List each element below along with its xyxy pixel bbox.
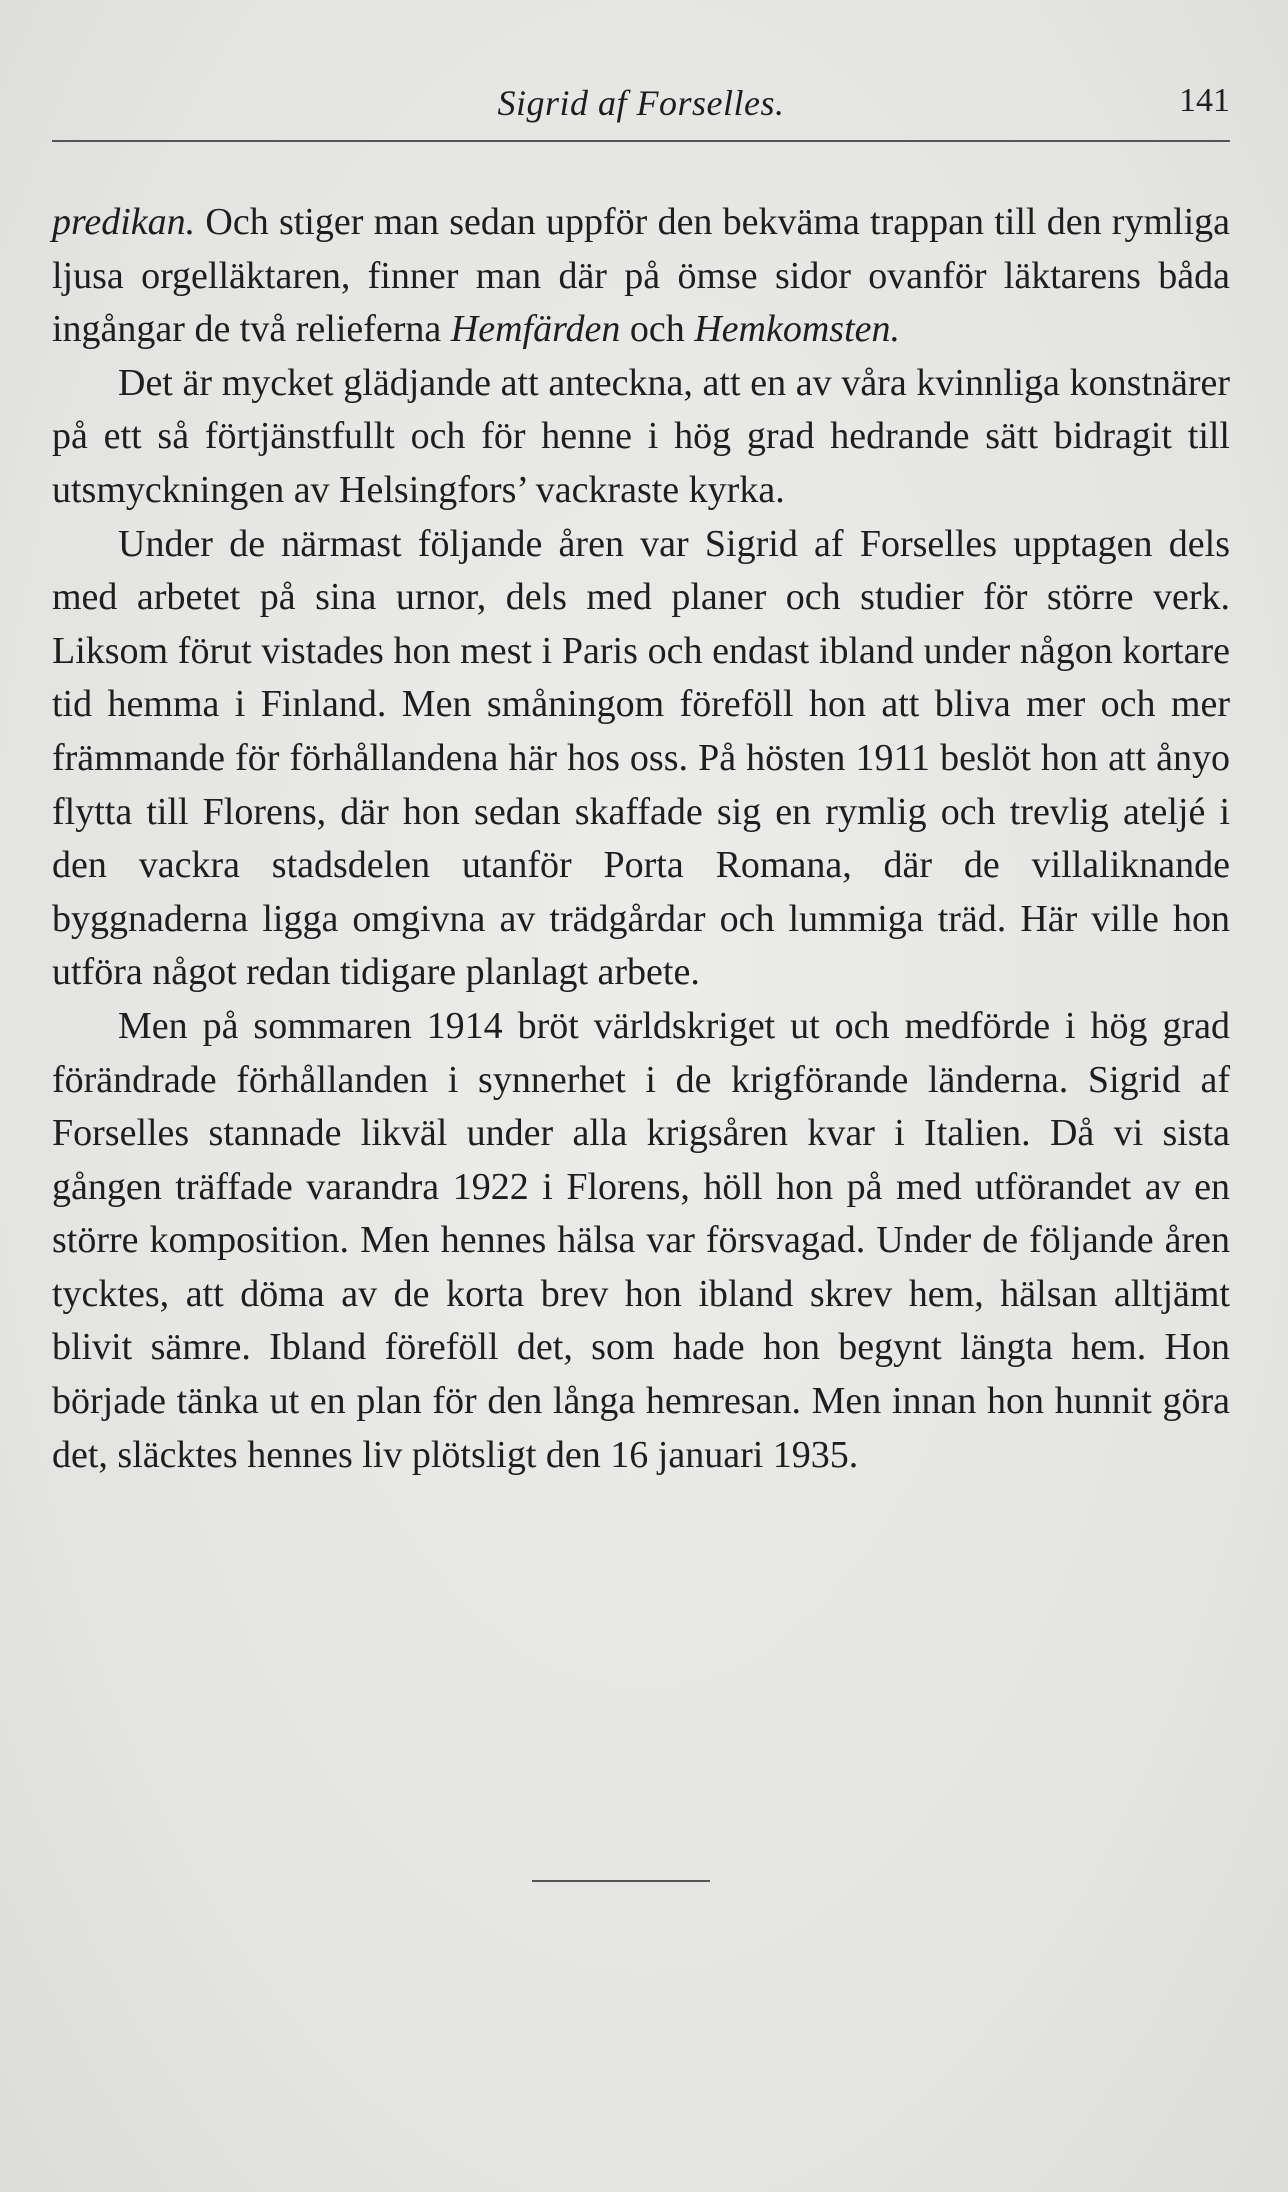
page-number: 141 <box>1179 82 1230 119</box>
conjunction: och <box>620 308 695 351</box>
relief-title-hemfarden: Hemfärden <box>450 308 621 351</box>
paragraph-3: Under de närmast följande åren var Sigrid af Forselles upptagen dels med arbetet på sina urnor, dels med planer och studier för större verk. Liksom förut vistades hon mest i Paris och endast ibland under någon kortare tid hemma i Finland. Men småningom föreföll hon att bliva mer och mer främmande för förhållandena här hos oss. På hösten 1911 beslöt hon att ånyo flytta till Florens, där hon sedan skaffade sig en rymlig och trevlig ateljé i den vackra stadsdelen utanför Porta Romana, där de villaliknande byggnaderna ligga omgivna av trädgårdar och lummiga träd. Här ville hon utföra något redan tidigare planlagt arbete. <box>52 522 1230 994</box>
paragraph-4: Men på sommaren 1914 bröt världskriget ut och medförde i hög grad förändrade förhållanden i synnerhet i de krigförande länderna. Sigrid af Forselles stannade likväl under alla krigsåren kvar i Italien. Då vi sista gången träffade varandra 1922 i Florens, höll hon på med utförandet av en större komposition. Men hennes hälsa var försvagad. Under de följande åren tycktes, att döma av de korta brev hon ibland skrev hem, hälsan alltjämt blivit sämre. Ibland föreföll det, som hade hon begynt längta hem. Hon började tänka ut en plan för den långa hemresan. Men innan hon hunnit göra det, släcktes hennes liv plötsligt den 16 januari 1935. <box>52 1004 1230 1476</box>
italic-word: predikan. <box>52 201 196 243</box>
paragraph-1 <box>52 196 1230 357</box>
running-title: Sigrid af Forselles. <box>497 83 785 123</box>
body-text <box>52 196 1230 1482</box>
relief-title-hemkomsten: Hemkomsten. <box>694 308 900 351</box>
section-end-rule <box>532 1880 710 1882</box>
paragraph-2: Det är mycket glädjande att anteckna, att en av våra kvinnliga konstnärer på ett så förtjänstfullt och för henne i hög grad hedrande sätt bidragit till utsmyckningen av Helsingfors’ vackraste kyrka. <box>52 361 1230 511</box>
running-head <box>52 82 1230 132</box>
header-rule <box>52 140 1230 142</box>
paragraph-1-text: Och stiger man sedan uppför den bekväma trappan till den rymliga ljusa orgelläktaren, finner man där på ömse sidor ovanför läktarens båda ingångar de två relieferna <box>52 201 1230 351</box>
